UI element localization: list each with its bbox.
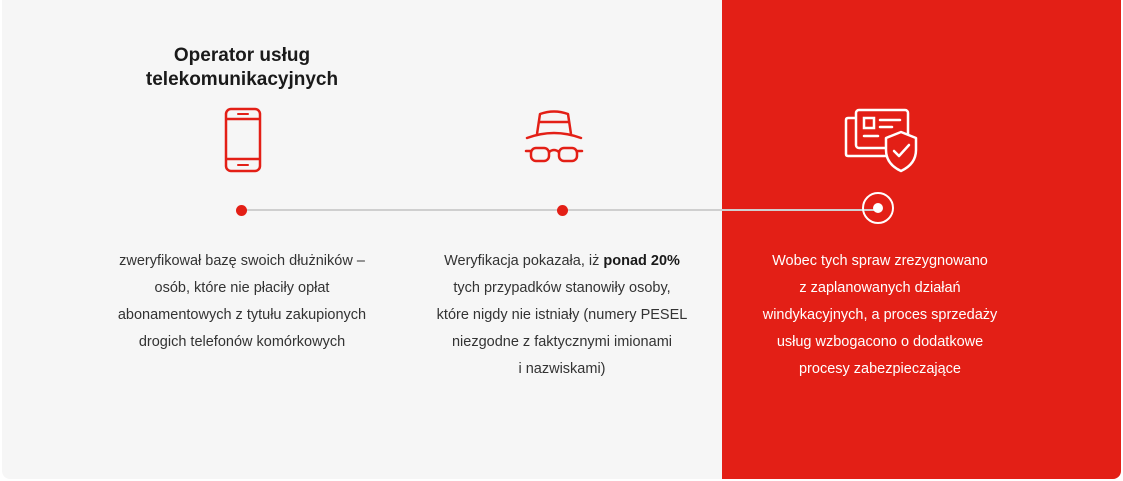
step-3-line-5: procesy zabezpieczające [798, 361, 961, 377]
smartphone-icon [224, 107, 262, 173]
step-1-line-1: zweryfikował bazę swoich dłużników – [119, 253, 365, 269]
timeline-dot-2 [557, 205, 568, 216]
timeline-dot-3 [862, 192, 894, 224]
step-2-description [412, 248, 712, 383]
step-2-line-3: które nigdy nie istniały (numery PESEL [436, 307, 688, 323]
heading-line-2: telekomunikacyjnych [145, 69, 339, 90]
timeline-dot-1 [236, 205, 247, 216]
timeline-dot-3-center [873, 203, 883, 213]
id-card-shield-icon [844, 108, 920, 174]
step-3-line-4: usług wzbogacono o dodatkowe [776, 334, 984, 350]
step-3-line-3: windykacyjnych, a proces sprzedaży [762, 307, 998, 323]
step-2-line-1 [412, 248, 712, 275]
step-1-line-4: drogich telefonów komórkowych [138, 334, 346, 350]
step-2-line-1-prefix: Weryfikacja pokazała, iż [444, 253, 604, 269]
step-2-line-5: i nazwiskami) [518, 361, 606, 377]
step-1-description [92, 248, 392, 356]
step-3-description [730, 248, 1030, 383]
step-3-line-1: Wobec tych spraw zrezygnowano [772, 253, 988, 269]
step-3-line-2: z zaplanowanych działań [799, 280, 961, 296]
result-panel [722, 0, 1121, 479]
step-1-line-2: osób, które nie płaciły opłat [154, 280, 330, 296]
heading-line-1: Operator usług [173, 45, 311, 66]
incognito-spy-icon [523, 108, 585, 170]
step-2-highlight: ponad 20% [603, 253, 680, 269]
step-2-line-4: niezgodne z faktycznymi imionami [451, 334, 672, 350]
step-2-line-2: tych przypadków stanowiły osoby, [453, 280, 671, 296]
heading [92, 44, 392, 92]
step-1-line-3: abonamentowych z tytułu zakupionych [117, 307, 367, 323]
